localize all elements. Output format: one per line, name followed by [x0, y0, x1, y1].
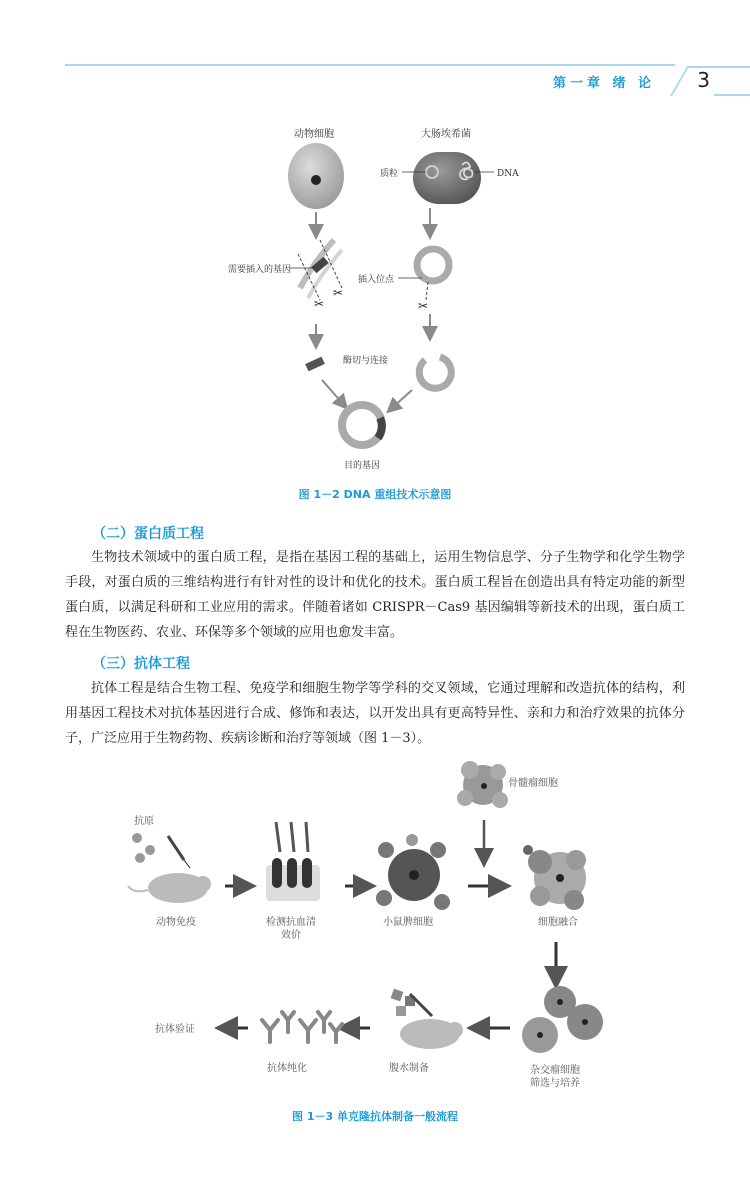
syringe-icon [168, 836, 190, 868]
animal-cell-label: 动物细胞 [294, 129, 334, 140]
section-protein-engineering-paragraph: 生物技术领域中的蛋白质工程，是指在基因工程的基础上，运用生物信息学、分子生物学和化学生物学手段，对蛋白质的三维结构进行有针对性的设计和优化的技术。蛋白质工程旨在创造出具有特定功能的新型蛋白质，以满足科研和工业应用的需求。伴随着诸如 CRISPR－Cas9 基因编辑等新技术的出现，蛋白质工程在生物医药、农业、环保等多个领域的应用也愈发丰富。 [65, 550, 685, 640]
gene-to-insert-label: 需要插入的基因 [228, 265, 292, 275]
cut-ligate-label: 酶切与连接 [343, 356, 389, 366]
inserted-gene-arc [378, 418, 382, 438]
purification-label: 抗体纯化 [267, 1063, 307, 1074]
monoclonal-antibody-figure [0, 750, 750, 1110]
arrow-fragment-to-recombinant [322, 380, 343, 404]
section-protein-engineering-title: （二）蛋白质工程 [92, 526, 204, 542]
hybridoma-cells-icon [522, 986, 603, 1053]
arrow-plasmid-to-recombinant [392, 390, 412, 408]
ascites-mouse-icon [391, 989, 463, 1049]
spleen-label: 小鼠脾细胞 [383, 917, 433, 928]
immunize-label: 动物免疫 [156, 917, 196, 928]
titer-label-1: 检测抗血清 [266, 917, 316, 928]
fusion-label: 细胞融合 [538, 917, 578, 928]
figure-1-2-caption: 图 1－2 DNA 重组技术示意图 [298, 488, 452, 501]
myeloma-cell-icon [457, 761, 508, 808]
section-antibody-engineering-title: （三）抗体工程 [92, 656, 190, 672]
plasmid-cut-line [426, 282, 428, 300]
ecoli-label: 大肠埃希菌 [421, 129, 471, 140]
fused-cells-icon [523, 845, 586, 910]
spleen-cells-icon [376, 834, 450, 910]
hybridoma-label-2: 筛选与培养 [530, 1078, 580, 1089]
open-plasmid [419, 357, 451, 388]
antigen-label: 抗原 [134, 816, 154, 827]
figure-1-3-caption: 图 1－3 单克隆抗体制备一般流程 [292, 1110, 458, 1123]
antibodies-icon [262, 1012, 342, 1042]
dna-label: DNA [497, 169, 519, 179]
plasmid-label: 质粒 [380, 169, 399, 179]
dna-recombination-figure [0, 0, 750, 480]
cell-nucleus [311, 175, 321, 185]
scissors-icon: ✂ [314, 297, 325, 311]
ascites-label: 腹水制备 [389, 1063, 429, 1074]
gene-fragment [305, 357, 325, 372]
titer-label-2: 效价 [281, 930, 301, 941]
chapter-title: 第一章 绪 论 [552, 76, 655, 91]
myeloma-label: 骨髓瘤细胞 [508, 778, 558, 789]
section-antibody-engineering-paragraph: 抗体工程是结合生物工程、免疫学和细胞生物学等学科的交叉领域，它通过理解和改造抗体的结构，利用基因工程技术对抗体基因进行合成、修饰和表达，以开发出具有更高特异性、亲和力和治疗效果的抗体分子，广泛应用于生物药物、疾病诊断和治疗等领域（图 1－3）。 [65, 681, 685, 746]
antigen-icon [132, 833, 155, 863]
recombinant-plasmid [342, 405, 382, 445]
page-number: 3 [697, 68, 710, 92]
test-tubes-icon [266, 822, 320, 901]
plasmid-ring [417, 249, 449, 281]
scissors-icon: ✂ [333, 286, 344, 300]
ecoli-cell [413, 152, 481, 204]
mouse-icon [128, 873, 211, 903]
target-gene-label: 目的基因 [344, 461, 381, 471]
validation-label: 抗体验证 [155, 1024, 195, 1035]
insertion-site-label: 插入位点 [358, 275, 395, 285]
hybridoma-label-1: 杂交瘤细胞 [530, 1065, 580, 1076]
scissors-icon: ✂ [418, 299, 429, 313]
